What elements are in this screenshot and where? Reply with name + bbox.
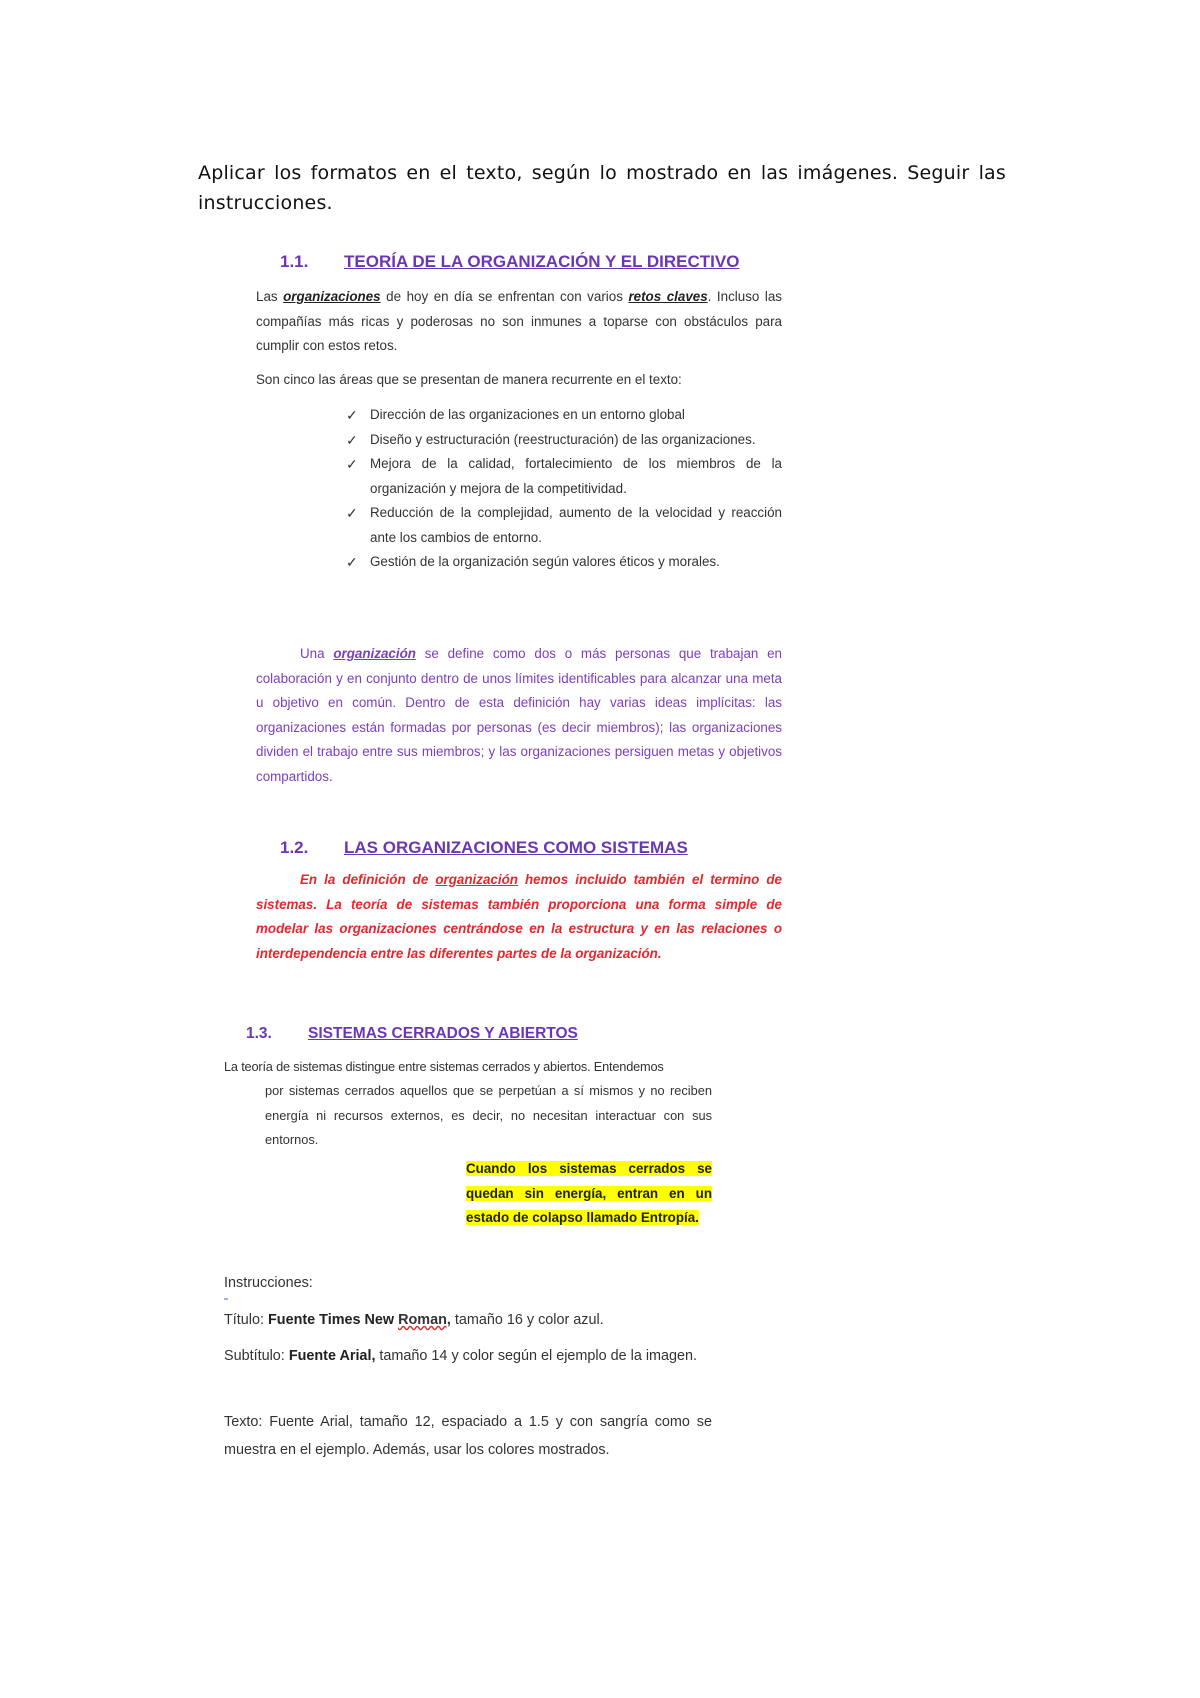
section-3-number: 1.3.: [246, 1025, 272, 1042]
text-run: de hoy en día se enfrentan con varios: [380, 289, 629, 304]
instruction-text: Texto: Fuente Arial, tamaño 12, espaciado a 1.5 y con sangría como se muestra en el ejemplo. Además, usar los colores mostrados.: [224, 1414, 712, 1458]
emphasis-organizacion: organización: [333, 646, 416, 661]
checklist-item-text: Reducción de la complejidad, aumento de la velocidad y reacción ante los cambios de entorno.: [370, 505, 782, 545]
check-icon: ✓: [346, 431, 358, 448]
text-cursor-mark[interactable]: I: [224, 1269, 228, 1300]
checklist-item-text: Gestión de la organización según valores éticos y morales.: [370, 554, 720, 569]
section-1-paragraph-1: [256, 285, 782, 359]
intro-paragraph: Aplicar los formatos en el texto, según lo mostrado en las imágenes. Seguir las instrucciones.: [198, 162, 1006, 214]
emphasis-organizaciones: organizaciones: [283, 289, 381, 304]
check-icon: ✓: [346, 505, 358, 521]
text-run-bold: Fuente Arial,: [288, 1348, 376, 1364]
highlighted-text: Cuando los sistemas cerrados se quedan sin energía, entran en un estado de colapso llamado Entropía.: [466, 1161, 712, 1225]
text-run: tamaño 16 y color azul.: [450, 1312, 604, 1328]
highlighted-paragraph: [466, 1157, 712, 1231]
section-3-paragraph-first-line: La teoría de sistemas distingue entre sistemas cerrados y abiertos. Entendemos: [224, 1059, 664, 1074]
section-1-paragraph-2: Son cinco las áreas que se presentan de manera recurrente en el texto:: [256, 372, 682, 387]
instructions-heading: [224, 1269, 712, 1300]
section-1-title: TEORÍA DE LA ORGANIZACIÓN Y EL DIRECTIVO: [344, 252, 740, 271]
emphasis-organizacion: organización: [435, 872, 518, 887]
instruction-title: [224, 1306, 712, 1335]
checklist-item: [346, 428, 782, 453]
text-run: tamaño 14 y color según el ejemplo de la imagen.: [375, 1348, 698, 1364]
text-run: En la definición de: [300, 872, 436, 887]
section-3-paragraph-rest: por sistemas cerrados aquellos que se perpetúan a sí mismos y no reciben energía ni recursos externos, es decir, no necesitan interactuar con sus entornos.: [265, 1083, 712, 1147]
checklist-item: [346, 403, 782, 428]
text-run: Una: [300, 646, 334, 661]
text-run: hemos incluido también el termino de sistemas. La teoría de sistemas también proporciona una forma simple de modelar las organizaciones centrándose en la estructura y en las relaciones o interdependencia entre las diferentes partes de la organización.: [256, 872, 782, 961]
instruction-subtitle: [224, 1342, 712, 1371]
section-3-title: SISTEMAS CERRADOS Y ABIERTOS: [308, 1025, 578, 1042]
section-3-heading: [246, 1025, 746, 1047]
spellcheck-underlined-word[interactable]: Roman,: [398, 1312, 451, 1328]
text-run-bold: Fuente Times New: [268, 1312, 399, 1328]
section-1-number: 1.1.: [280, 252, 309, 271]
checklist-item-text: Dirección de las organizaciones en un entorno global: [370, 407, 685, 422]
section-2-heading: [280, 838, 780, 862]
emphasis-retos-claves: retos claves: [628, 289, 708, 304]
checklist-item-text: Diseño y estructuración (reestructuración) de las organizaciones.: [370, 431, 756, 447]
check-icon: ✓: [346, 456, 358, 472]
section-1-definition-paragraph: [256, 642, 782, 789]
areas-checklist: [346, 403, 782, 575]
text-run: Título:: [224, 1312, 268, 1328]
text-run: . Incluso las compañías más ricas y poderosas no son inmunes a toparse con obstáculos para cumplir con estos retos.: [256, 289, 783, 353]
text-run: se define como dos o más personas que trabajan en colaboración y en conjunto dentro de unos límites identificables para alcanzar una meta u objetivo en común. Dentro de esta definición hay varias ideas implícitas: las organizaciones están formadas por personas (es decir miembros); las organizaciones dividen el trabajo entre sus miembros; y las organizaciones persiguen metas y objetivos compartidos.: [256, 646, 782, 784]
section-2-paragraph: [256, 868, 782, 966]
checklist-item: [346, 501, 782, 550]
check-icon: ✓: [346, 554, 358, 570]
instructions-heading-text: nstrucciones:: [228, 1275, 313, 1291]
checklist-item: [346, 550, 782, 575]
section-1-heading: [280, 252, 780, 276]
section-2-number: 1.2.: [280, 838, 309, 857]
text-run: Las: [256, 289, 284, 304]
section-2-title: LAS ORGANIZACIONES COMO SISTEMAS: [344, 838, 688, 857]
checklist-item-text: Mejora de la calidad, fortalecimiento de los miembros de la organización y mejora de la competitividad.: [370, 456, 782, 496]
check-icon: ✓: [346, 407, 358, 423]
text-run: Subtítulo:: [224, 1348, 289, 1364]
checklist-item: [346, 452, 782, 501]
